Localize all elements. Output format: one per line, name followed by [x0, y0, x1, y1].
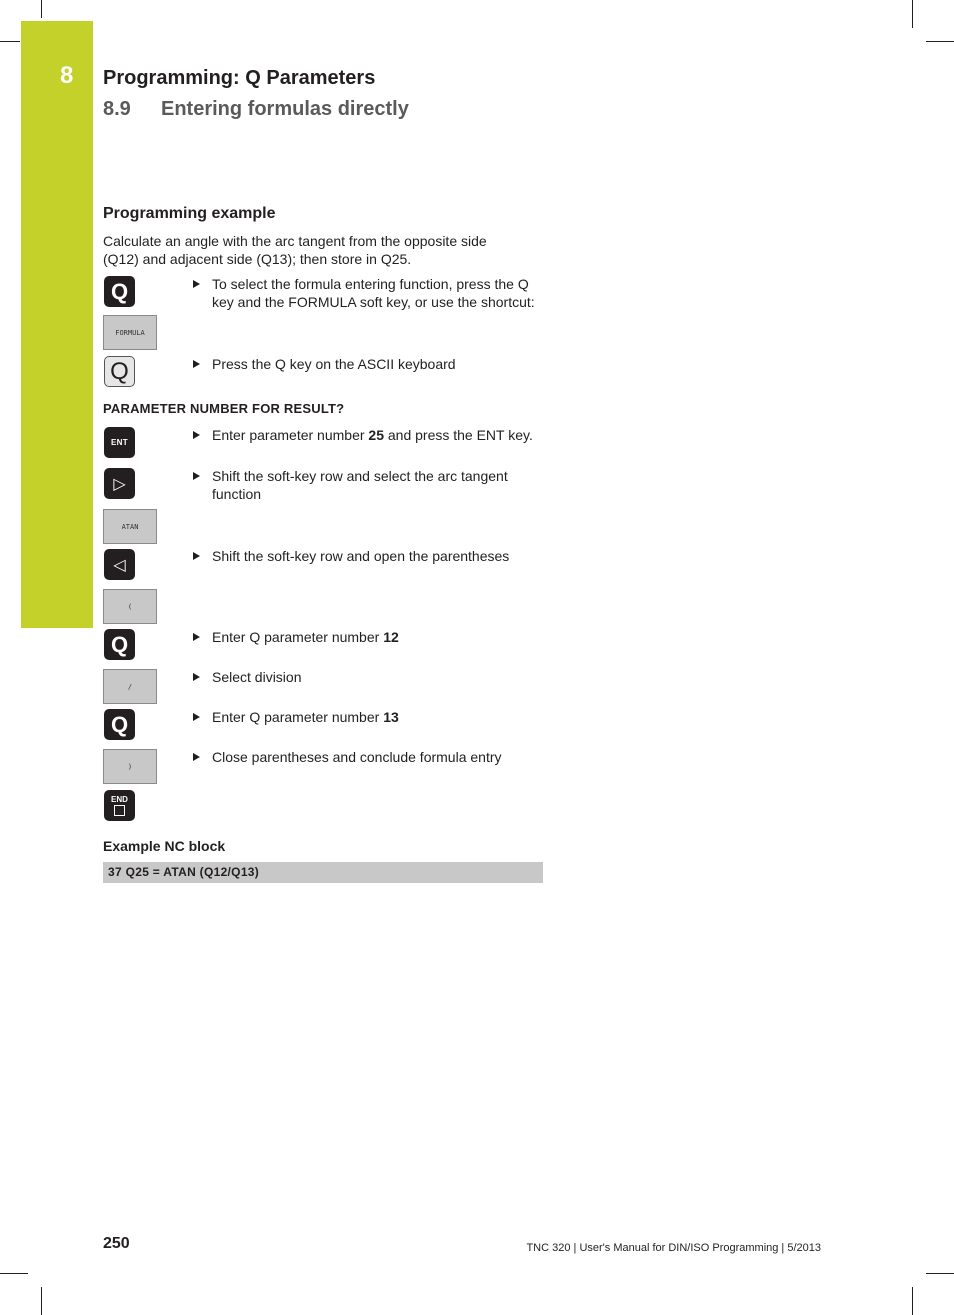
- step-text: Close parentheses and conclude formula entry: [212, 749, 502, 765]
- step-text-part: Enter parameter number: [212, 427, 369, 443]
- section-title: Entering formulas directly: [161, 98, 409, 120]
- bullet-triangle-icon: [193, 360, 200, 368]
- chapter-color-band: [21, 21, 93, 628]
- crop-mark: [926, 1273, 954, 1274]
- arrow-left-key-icon: ◁: [104, 549, 135, 580]
- step-number: 12: [383, 629, 399, 645]
- q-key-icon: Q: [104, 629, 135, 660]
- q-key-icon: Q: [104, 276, 135, 307]
- step-text: Select division: [212, 669, 302, 685]
- instruction-step: [193, 467, 538, 503]
- end-key-label: END: [111, 795, 128, 804]
- bullet-triangle-icon: [193, 552, 200, 560]
- bullet-triangle-icon: [193, 753, 200, 761]
- intro-paragraph: Calculate an angle with the arc tangent from the opposite side (Q12) and adjacent side (Q13); then store in Q25.: [103, 233, 487, 267]
- instruction-step: [193, 628, 538, 646]
- step-text-part: Enter Q parameter number: [212, 629, 384, 645]
- end-key-icon: [104, 790, 135, 821]
- crop-mark: [926, 41, 954, 42]
- atan-softkey-icon: ATAN: [103, 509, 157, 544]
- crop-mark: [41, 0, 42, 18]
- formula-softkey-icon: FORMULA: [103, 315, 157, 350]
- step-text: [212, 708, 538, 726]
- arrow-right-key-icon: ▷: [104, 468, 135, 499]
- nc-block: 37 Q25 = ATAN (Q12/Q13): [103, 862, 543, 883]
- step-number: 25: [368, 427, 384, 443]
- close-parenthesis-softkey-icon: ): [103, 749, 157, 784]
- crop-mark: [41, 1287, 42, 1315]
- footer-manual-info: TNC 320 | User's Manual for DIN/ISO Programming | 5/2013: [526, 1242, 821, 1254]
- instruction-step: [193, 355, 538, 373]
- crop-mark: [0, 41, 20, 42]
- instruction-step: [193, 668, 538, 686]
- bullet-triangle-icon: [193, 633, 200, 641]
- bullet-triangle-icon: [193, 431, 200, 439]
- step-text-part: Enter Q parameter number: [212, 709, 384, 725]
- bullet-triangle-icon: [193, 472, 200, 480]
- ent-key-icon: ENT: [104, 427, 135, 458]
- instruction-step: [193, 426, 538, 444]
- example-heading: Programming example: [103, 205, 276, 222]
- step-text: [212, 426, 538, 444]
- q-key-icon: Q: [104, 709, 135, 740]
- step-number: 13: [383, 709, 399, 725]
- ascii-q-key-icon: Q: [104, 356, 135, 387]
- step-text: Shift the soft-key row and open the parentheses: [212, 548, 510, 564]
- page-number: 250: [103, 1235, 130, 1252]
- bullet-triangle-icon: [193, 713, 200, 721]
- step-text: Press the Q key on the ASCII keyboard: [212, 356, 456, 372]
- division-softkey-icon: /: [103, 669, 157, 704]
- step-text-part: and press the ENT key.: [383, 427, 533, 443]
- chapter-title: Programming: Q Parameters: [103, 67, 376, 89]
- instruction-step: [193, 708, 538, 726]
- step-text: Shift the soft-key row and select the arc tangent function: [212, 468, 508, 502]
- bullet-triangle-icon: [193, 673, 200, 681]
- step-text: To select the formula entering function, press the Q key and the FORMULA soft key, or use the shortcut:: [212, 276, 535, 310]
- bullet-triangle-icon: [193, 280, 200, 288]
- instruction-step: [193, 547, 538, 565]
- crop-mark: [0, 1273, 28, 1274]
- instruction-step: [193, 748, 538, 766]
- end-square-icon: [114, 805, 125, 816]
- step-text: [212, 628, 538, 646]
- instruction-step: [193, 275, 538, 311]
- example-nc-heading: Example NC block: [103, 838, 226, 854]
- dialog-prompt: PARAMETER NUMBER FOR RESULT?: [103, 401, 345, 416]
- section-number: 8.9: [103, 98, 131, 120]
- open-parenthesis-softkey-icon: (: [103, 589, 157, 624]
- crop-mark: [912, 1287, 913, 1315]
- chapter-number: 8: [60, 62, 74, 89]
- crop-mark: [912, 0, 913, 28]
